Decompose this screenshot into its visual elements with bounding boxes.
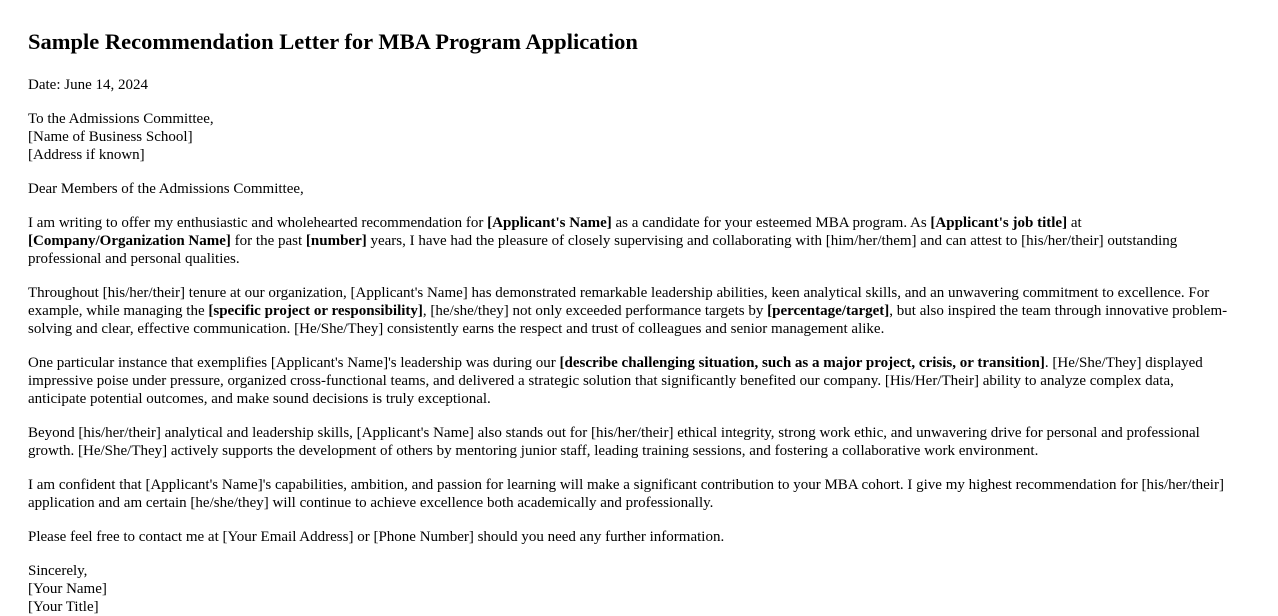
text-run: Throughout [his/her/their] tenure at our organization, [Applicant's Name] has demonstrated remarkable leadership abilities, keen analytical skills, and an unwavering commitment to excellence. For example, while managing the (28, 285, 1210, 319)
paragraph-recommendation: I am confident that [Applicant's Name]'s capabilities, ambition, and passion for learning will make a significant contribution to your MBA cohort. I give my highest recommendation for [his/her/their] application and am certain [he/she/they] will continue to achieve excellence both academically and professionally. (28, 477, 1224, 511)
date-line: Date: June 14, 2024 (28, 77, 148, 93)
placeholder-applicant-name: [Applicant's Name] (487, 215, 612, 231)
closing-block (28, 562, 1233, 616)
signer-title: [Your Title] (28, 599, 99, 615)
text-run: for the past (230, 233, 306, 249)
closing-line: Sincerely, (28, 563, 88, 579)
placeholder-percentage-target: [percentage/target] (767, 303, 890, 319)
signer-name: [Your Name] (28, 581, 107, 597)
placeholder-challenging-situation: [describe challenging situation, such as a major project, crisis, or transition] (559, 355, 1045, 371)
placeholder-specific-project: [specific project or responsibility] (208, 303, 423, 319)
paragraph-contact: Please feel free to contact me at [Your Email Address] or [Phone Number] should you need any further information. (28, 529, 725, 545)
placeholder-job-title: [Applicant's job title] (930, 215, 1068, 231)
letter-document (28, 0, 1233, 616)
paragraph-introduction (28, 214, 1233, 268)
text-run: I am writing to offer my enthusiastic and wholehearted recommendation for (28, 215, 488, 231)
text-run: at (1067, 215, 1082, 231)
text-run: , but also inspired the team through innovative problem-solving and clear, effective communication. [He/She/They] consistently earns the respect and trust of colleagues and senior management alike. (28, 303, 1228, 337)
address-line-3: [Address if known] (28, 147, 145, 163)
placeholder-company-name: [Company/Organization Name] (28, 233, 231, 249)
text-run: . [He/She/They] displayed impressive poise under pressure, organized cross-functional teams, and delivered a strategic solution that significantly benefited our company. [His/Her/Their] ability to analyze complex data, anticipate potential outcomes, and make sound decisions is truly exceptional. (28, 355, 1203, 407)
text-run: , [he/she/they] not only exceeded performance targets by (422, 303, 768, 319)
page-title: Sample Recommendation Letter for MBA Program Application (28, 29, 638, 54)
paragraph-character: Beyond [his/her/their] analytical and leadership skills, [Applicant's Name] also stands out for [his/her/their] ethical integrity, strong work ethic, and unwavering drive for personal and professional growth. [He/She/They] actively supports the development of others by mentoring junior staff, leading training sessions, and fostering a collaborative work environment. (28, 425, 1200, 459)
address-line-1: To the Admissions Committee, (28, 111, 214, 127)
salutation: Dear Members of the Admissions Committee, (28, 181, 304, 197)
text-run: as a candidate for your esteemed MBA program. As (611, 215, 931, 231)
text-run: years, I have had the pleasure of closely supervising and collaborating with [him/her/them] and can attest to [his/her/their] outstanding professional and personal qualities. (28, 233, 1178, 267)
placeholder-number: [number] (305, 233, 367, 249)
address-line-2: [Name of Business School] (28, 129, 193, 145)
paragraph-example (28, 354, 1233, 408)
text-run: One particular instance that exemplifies [Applicant's Name]'s leadership was during our (28, 355, 560, 371)
paragraph-leadership (28, 284, 1233, 338)
recipient-address (28, 110, 1233, 164)
